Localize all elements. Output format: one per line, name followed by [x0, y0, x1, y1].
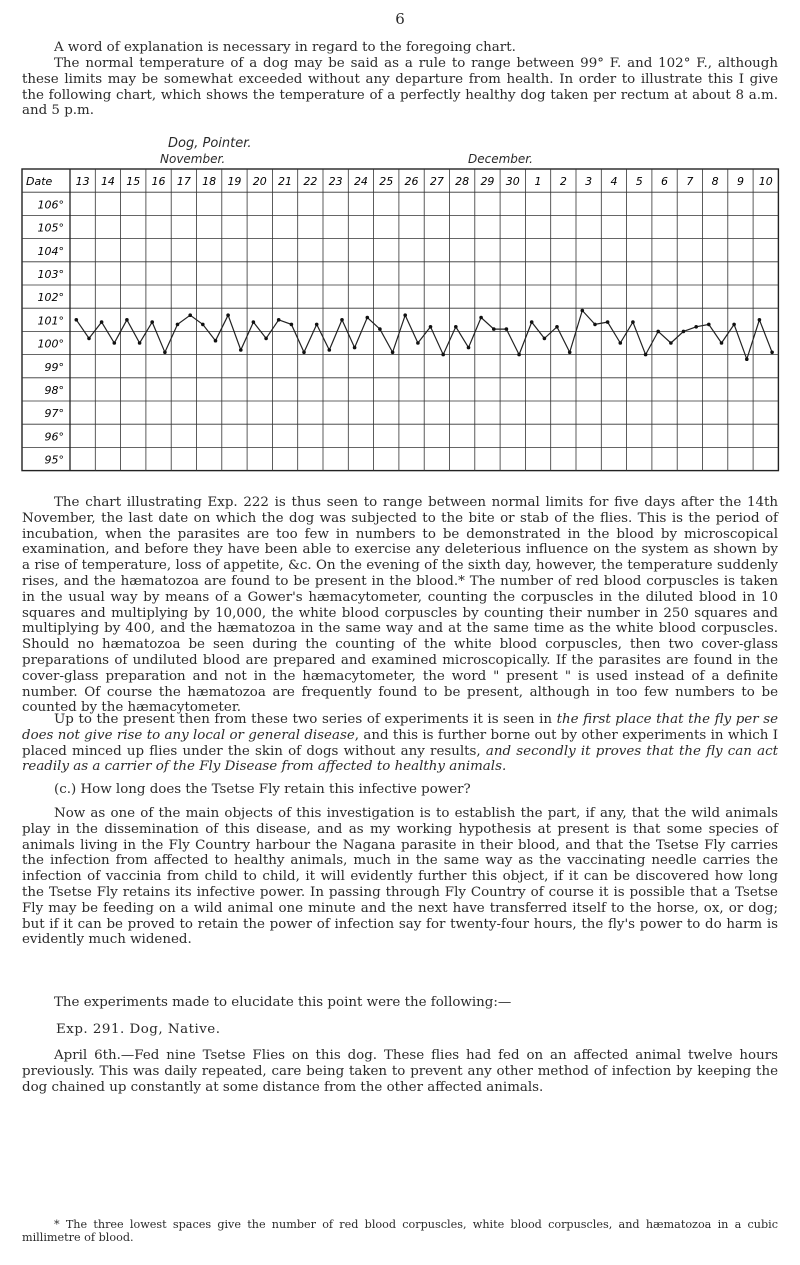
- body-paragraph-1: The chart illustrating Exp. 222 is thus seen to range between normal limits for five days after the 14th November, the last date on which the dog was subjected to the bite or stab of the flies. This is the period of incubation, when the parasites are too few in numbers to be demonstrated in the blood by microscopical examination, and before they have been able to exercise any deleterious influence on the system as shown by a rise of temperature, loss of appetite, &c. On the evening of the sixth day, however, the temperature suddenly rises, and the hæmatozoa are found to be present in the blood.* The number of red blood corpuscles is taken in the usual way by means of a Gower's hæmacytometer, counting the corpuscles in the diluted blood in 10 squares and multiplying by 10,000, the white blood corpuscles by counting their number in 250 squares and multiplying by 400, and the hæmatozoa in the same way and at the same time as the white blood corpuscles. Should no hæmatozoa be seen during the counting of the white blood corpuscles, then two cover-glass preparations of undiluted blood are prepared and examined microscopically. If the parasites are found in the cover-glass preparation and not in the hæmacytometer, the word " present " is used instead of a definite number. Of course the hæmatozoa are frequently found to be present, although in too few numbers to be counted by the hæmacytometer.: [22, 495, 778, 716]
- data-point: [619, 341, 623, 345]
- data-point: [252, 320, 256, 324]
- data-point: [720, 341, 724, 345]
- section-question: (c.) How long does the Tsetse Fly retain this infective power?: [54, 782, 471, 797]
- data-point: [239, 348, 243, 352]
- x-tick-label: 15: [126, 175, 141, 189]
- data-point: [315, 323, 319, 327]
- x-tick-label: 20: [252, 175, 267, 189]
- data-point: [606, 320, 610, 324]
- data-point: [454, 325, 458, 329]
- data-point: [113, 341, 117, 345]
- temperature-chart: [0, 0, 800, 560]
- data-point: [770, 351, 774, 355]
- data-point: [226, 313, 230, 317]
- data-point: [125, 318, 129, 322]
- footnote: * The three lowest spaces give the number of red blood corpuscles, white blood corpuscles, and hæmatozoa in a cubic millimetre of blood.: [22, 1218, 778, 1244]
- y-tick-label: 105°: [37, 221, 64, 235]
- x-tick-label: 21: [278, 175, 293, 189]
- data-point: [264, 337, 268, 341]
- y-tick-label: 99°: [44, 360, 64, 374]
- data-point: [328, 348, 332, 352]
- x-tick-label: 25: [379, 175, 394, 189]
- data-point: [581, 309, 585, 313]
- x-tick-label: 28: [455, 175, 470, 189]
- x-tick-label: 7: [686, 175, 694, 189]
- x-tick-label: 16: [151, 175, 166, 189]
- data-point: [492, 327, 496, 331]
- y-tick-label: 101°: [37, 314, 64, 328]
- chart-subject-label: Dog, Pointer.: [168, 136, 252, 151]
- data-point: [75, 318, 79, 322]
- page-number: 6: [395, 10, 405, 28]
- data-point: [479, 316, 483, 320]
- data-point: [403, 313, 407, 317]
- p2-text-c: , and this is further borne out by other experiments in which I placed minced up flies under the skin of dogs without any results,: [22, 727, 778, 759]
- data-point: [277, 318, 281, 322]
- x-tick-label: 8: [711, 175, 719, 189]
- data-point: [353, 346, 357, 350]
- data-point: [745, 357, 749, 361]
- data-point: [467, 346, 471, 350]
- data-point: [758, 318, 762, 322]
- y-tick-label: 97°: [44, 407, 64, 421]
- x-tick-label: 5: [635, 175, 643, 189]
- body-paragraph-3: Now as one of the main objects of this investigation is to establish the part, if any, that the wild animals play in the dissemination of this disease, and as my working hypothesis at present is that some species of animals living in the Fly Country harbour the Nagana parasite in their blood, and that the Tsetse Fly carries the infection from affected to healthy animals, much in the same way as the vaccinating needle carries the infection of vaccinia from child to child, it will evidently further this object, if it can be discovered how long the Tsetse Fly retains its infective power. In passing through Fly Country of course it is possible that a Tsetse Fly may be feeding on a wild animal one minute and the next have transferred itself to the horse, ox, or dog; but if it can be proved to retain the power of infection say for twenty-four hours, the fly's power to do harm is evidently much widened.: [22, 806, 778, 948]
- data-point: [707, 323, 711, 327]
- data-point: [441, 353, 445, 357]
- x-tick-label: 2: [559, 175, 567, 189]
- x-date-labels: [26, 175, 773, 188]
- y-tick-label: 104°: [37, 244, 64, 258]
- intro-paragraph-2: The normal temperature of a dog may be said as a rule to range between 99° F. and 102° F., although these limits may be somewhat exceeded without any departure from health. In order to illustrate this I give the following chart, which shows the temperature of a perfectly healthy dog taken per rectum at about 8 a.m. and 5 p.m.: [22, 56, 778, 119]
- x-tick-label: 18: [202, 175, 217, 189]
- data-point: [732, 323, 736, 327]
- y-tick-label: 95°: [44, 453, 64, 467]
- intro-paragraph-1: A word of explanation is necessary in regard to the foregoing chart.: [54, 40, 516, 55]
- p2-emphasis-1: the first place that the fly per se does not give rise to any local or general disease: [22, 712, 779, 743]
- x-tick-label: 27: [429, 175, 444, 189]
- body-paragraph-2: [22, 712, 778, 775]
- data-point: [568, 351, 572, 355]
- x-tick-label: 10: [758, 175, 773, 189]
- body-paragraph-4: The experiments made to elucidate this point were the following:—: [54, 995, 512, 1010]
- y-tick-label: 102°: [37, 291, 64, 305]
- data-point: [644, 353, 648, 357]
- data-point: [378, 327, 382, 331]
- x-tick-label: 29: [480, 175, 495, 189]
- data-point: [340, 318, 344, 322]
- data-point: [631, 320, 635, 324]
- chart-month-december: December.: [468, 152, 533, 166]
- y-tick-label: 106°: [37, 198, 64, 212]
- x-tick-label: 3: [585, 175, 593, 189]
- data-point: [555, 325, 559, 329]
- data-point: [429, 325, 433, 329]
- p2-emphasis-2: and secondly it proves that the fly can act readily as a carrier of the Fly Disease from affected to healthy animals.: [22, 743, 778, 775]
- x-tick-label: 19: [227, 175, 242, 189]
- y-tick-label: 98°: [44, 384, 64, 398]
- x-tick-label: 6: [661, 175, 669, 189]
- data-point: [176, 323, 180, 327]
- chart-frame: [22, 169, 778, 471]
- data-point: [517, 353, 521, 357]
- data-point: [656, 330, 660, 334]
- x-tick-label: 17: [176, 175, 191, 189]
- x-tick-label: 26: [404, 175, 419, 189]
- data-point: [669, 341, 673, 345]
- x-tick-label: 14: [100, 175, 115, 189]
- x-tick-label: 22: [303, 175, 318, 189]
- x-tick-label: 24: [353, 175, 368, 189]
- data-point: [302, 351, 306, 355]
- body-paragraph-5: April 6th.—Fed nine Tsetse Flies on this dog. These flies had fed on an affected animal twelve hours previously. This was daily repeated, care being taken to prevent any other method of infection by keeping the dog chained up constantly at some distance from the other affected animals.: [22, 1048, 778, 1095]
- y-tick-label: 100°: [37, 337, 64, 351]
- data-point: [416, 341, 420, 345]
- data-point: [543, 337, 547, 341]
- data-point: [150, 320, 154, 324]
- y-tick-label: 103°: [37, 268, 64, 282]
- x-tick-label: 1: [534, 175, 542, 189]
- chart-grid: [22, 169, 778, 471]
- data-point: [391, 351, 395, 355]
- y-tick-label: 96°: [44, 430, 64, 444]
- data-point: [87, 337, 91, 341]
- row-header-date: Date: [26, 175, 53, 189]
- data-point: [214, 339, 218, 343]
- x-tick-label: 13: [75, 175, 90, 189]
- x-tick-label: 23: [328, 175, 343, 189]
- data-point: [201, 323, 205, 327]
- data-point: [682, 330, 686, 334]
- data-point: [694, 325, 698, 329]
- data-point: [593, 323, 597, 327]
- data-point: [188, 313, 192, 317]
- experiment-heading: Exp. 291. Dog, Native.: [56, 1022, 221, 1037]
- data-point: [163, 351, 167, 355]
- data-point: [100, 320, 104, 324]
- data-point: [138, 341, 142, 345]
- data-point: [366, 316, 370, 320]
- x-tick-label: 9: [736, 175, 744, 189]
- x-tick-label: 4: [610, 175, 618, 189]
- data-point: [530, 320, 534, 324]
- x-tick-label: 30: [505, 175, 520, 189]
- data-point: [505, 327, 509, 331]
- p2-text-a: Up to the present then from these two series of experiments it is seen in: [54, 712, 557, 727]
- chart-month-november: November.: [160, 152, 226, 166]
- data-point: [290, 323, 294, 327]
